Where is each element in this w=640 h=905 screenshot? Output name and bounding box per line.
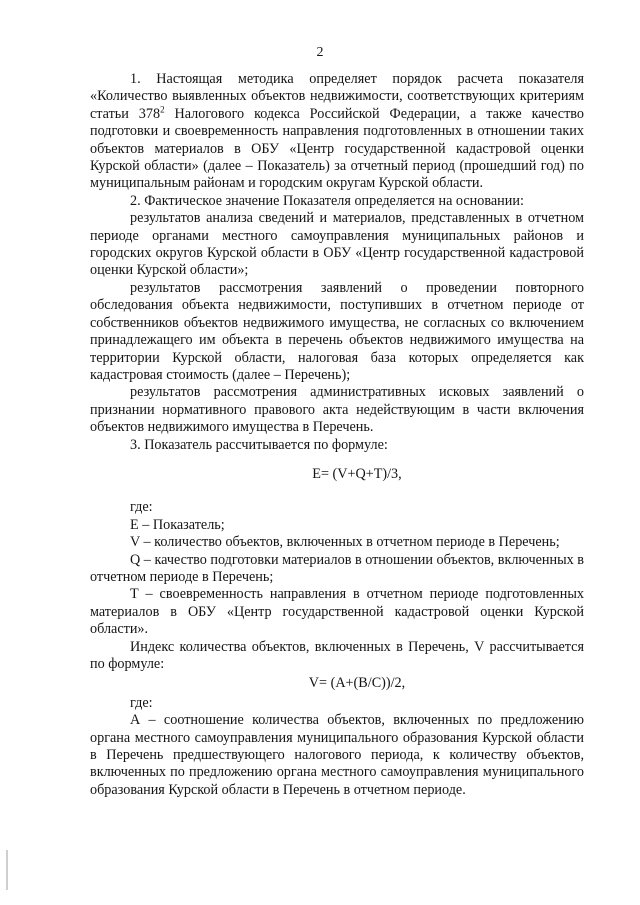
paragraph-1-text-b: Налогового кодекса Российской Федерации, а также качество подготовки и своевременность направления подготовленных в отношении таких объектов материалов в ОБУ «Центр государственной кадастровой оценки Курской области» (далее – Показатель) за отчетный период (прошедший год) по муниципальным районам и городским округам Курской области. xyxy=(90,105,584,192)
paragraph-index-v: Индекс количества объектов, включенных в Перечень, V рассчитывается по формуле: xyxy=(90,638,584,672)
formula-e: Е= (V+Q+T)/3, xyxy=(312,465,402,482)
paragraph-1-text-a: 1. Настоящая методика определяет порядок расчета показателя «Количество выявленных объектов недвижимости, соответствующих критериям статьи 378 xyxy=(90,71,584,122)
paragraph-6: 3. Показатель рассчитывается по формуле: xyxy=(130,436,388,453)
where-label-1: где: xyxy=(130,499,153,516)
where-label-2: где: xyxy=(130,694,153,711)
paragraph-2: 2. Фактическое значение Показателя определяется на основании: xyxy=(130,192,524,209)
document-body xyxy=(90,71,584,799)
paragraph-4: результатов рассмотрения заявлений о проведении повторного обследования объекта недвижимости, поступивших в отчетном периоде от собственников объектов недвижимого имущества, не согласных со включением принадлежащего им объекта в перечень объектов недвижимого имущества на территории Курской области, налоговая база которых определяется как кадастровая стоимость (далее – Перечень); xyxy=(90,279,584,383)
definition-v: V – количество объектов, включенных в отчетном периоде в Перечень; xyxy=(130,534,560,551)
definition-q: Q – качество подготовки материалов в отношении объектов, включенных в отчетном периоде в Перечень; xyxy=(90,551,584,585)
page-number: 2 xyxy=(316,45,324,60)
paragraph-5: результатов рассмотрения административных исковых заявлений о признании нормативного правового акта недействующим в части включения объектов недвижимого имущества в Перечень. xyxy=(90,384,584,436)
paragraph-3: результатов анализа сведений и материалов, представленных в отчетном периоде органами местного самоуправления муниципальных районов и городских округов Курской области в ОБУ «Центр государственной кадастровой оценки Курской области»; xyxy=(90,210,584,279)
paragraph-1 xyxy=(90,71,584,193)
superscript: 2 xyxy=(160,104,165,115)
definition-a: А – соотношение количества объектов, включенных по предложению органа местного самоуправления муниципального образования Курской области в Перечень предшествующего налогового периода, к количеству объектов, включенных по предложению органа местного самоуправления муниципального образования Курской области в Перечень в отчетном периоде. xyxy=(90,712,584,798)
definition-e: Е – Показатель; xyxy=(130,516,225,533)
scan-edge-mark xyxy=(6,850,8,890)
formula-v: V= (A+(B/C))/2, xyxy=(308,675,406,692)
definition-t: Т – своевременность направления в отчетном периоде подготовленных материалов в ОБУ «Центр государственной кадастровой оценки Курской области». xyxy=(90,586,584,638)
